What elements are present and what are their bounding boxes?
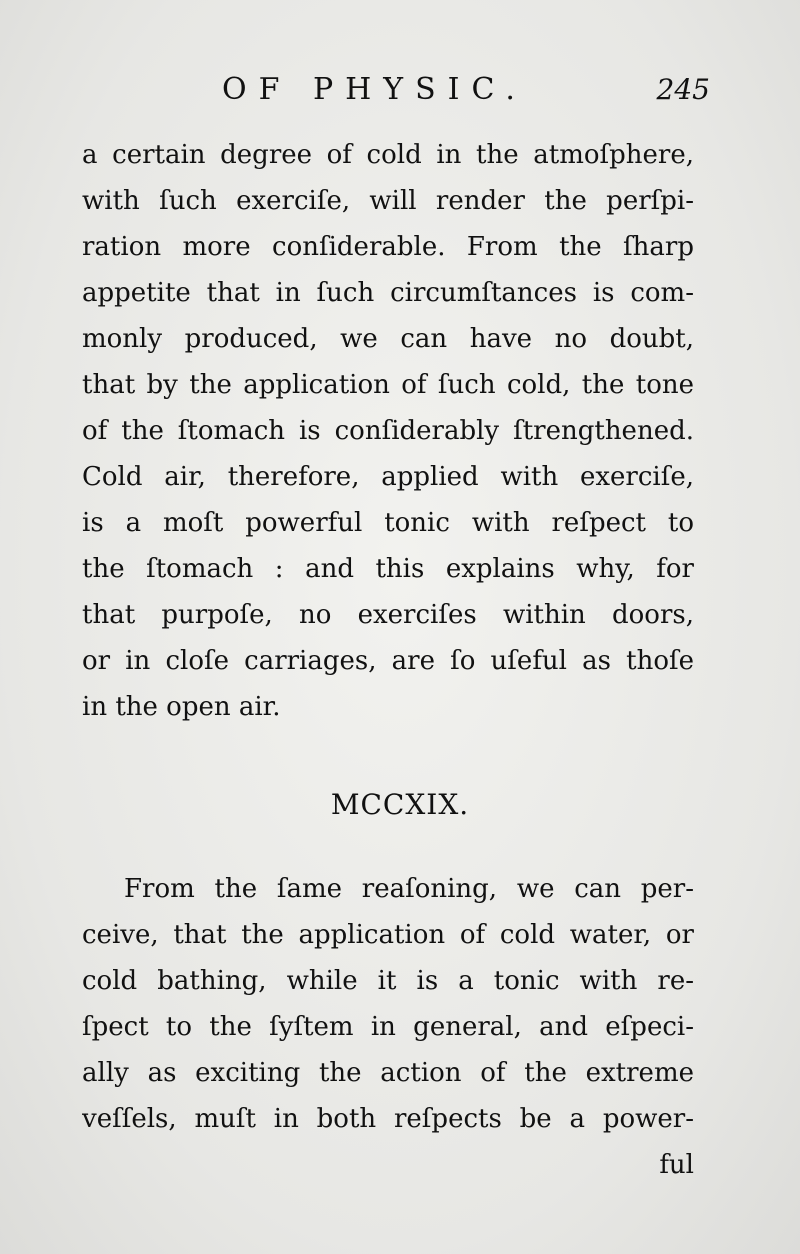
paragraph-2 (82, 866, 694, 1142)
text-line: Cold air, therefore, applied with exerciſe, (82, 462, 694, 492)
text-line: the ſtomach : and this explains why, for (82, 554, 694, 584)
text-line: monly produced, we can have no doubt, (82, 324, 694, 354)
text-line: a certain degree of cold in the atmoſphere, (82, 140, 694, 170)
text-line: ally as exciting the action of the extreme (82, 1058, 694, 1088)
text-line: From the ſame reaſoning, we can per- (124, 874, 694, 904)
text-line: ſpect to the ſyſtem in general, and eſpeci- (82, 1012, 694, 1042)
catchword: ful (659, 1150, 694, 1180)
paragraph-1 (82, 132, 694, 730)
text-line: is a moſt powerful tonic with reſpect to (82, 508, 694, 538)
page-number: 245 (656, 73, 710, 106)
text-line: in the open air. (82, 692, 281, 722)
text-line: cold bathing, while it is a tonic with re- (82, 966, 694, 996)
text-line: veſſels, muſt in both reſpects be a power- (82, 1104, 694, 1134)
running-title: OF PHYSIC. (222, 72, 527, 107)
section-heading: MCCXIX. (330, 788, 470, 821)
text-line: that by the application of ſuch cold, the tone (82, 370, 694, 400)
text-line: ration more conſiderable. From the ſharp (82, 232, 694, 262)
text-line: appetite that in ſuch circumſtances is com- (82, 278, 694, 308)
text-line: of the ſtomach is conſiderably ſtrengthened. (82, 416, 694, 446)
text-line: that purpoſe, no exerciſes within doors, (82, 600, 694, 630)
running-head (80, 70, 720, 110)
text-line: ceive, that the application of cold water, or (82, 920, 694, 950)
text-line: or in cloſe carriages, are ſo uſeful as thoſe (82, 646, 694, 676)
text-line: with ſuch exerciſe, will render the perſpi- (82, 186, 694, 216)
